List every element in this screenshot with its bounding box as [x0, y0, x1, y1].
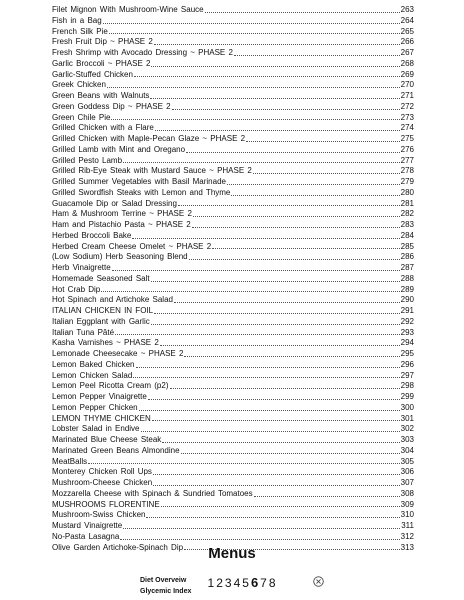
dot-leader — [154, 313, 400, 314]
index-entry[interactable] — [52, 16, 414, 27]
entry-page-number[interactable]: 285 — [400, 241, 414, 251]
index-entry[interactable] — [52, 123, 414, 134]
entry-title[interactable]: Fish in a Bag — [52, 15, 102, 25]
entry-title[interactable]: Grilled Pesto Lamb — [52, 155, 123, 165]
dot-leader — [112, 270, 400, 271]
entry-title[interactable]: Fresh Fruit Dip ~ PHASE 2 — [52, 37, 153, 47]
entry-page-number[interactable]: 303 — [400, 435, 414, 444]
dot-leader — [107, 87, 400, 88]
entry-page-number[interactable]: 294 — [400, 338, 414, 348]
dot-leader — [227, 184, 400, 185]
index-entry[interactable] — [52, 70, 414, 81]
entry-title[interactable]: Ham & Mushroom Terrine ~ PHASE 2 — [52, 209, 192, 219]
index-entry[interactable] — [52, 102, 414, 113]
glycemic-index-link[interactable]: Glycemic Index — [140, 588, 192, 595]
index-entry[interactable] — [52, 532, 414, 543]
entry-page-number[interactable]: 290 — [400, 295, 414, 305]
entry-title[interactable]: Lemon Pepper Chicken — [52, 402, 138, 412]
index-entry[interactable] — [52, 134, 414, 145]
entry-title[interactable]: Lemon Peel Ricotta Cream (p2) — [52, 381, 169, 391]
entry-title[interactable]: Hot Spinach and Artichoke Salad — [52, 295, 173, 305]
entry-page-number[interactable]: 276 — [400, 144, 414, 154]
entry-title[interactable]: Grilled Summer Vegetables with Basil Marinade — [52, 177, 226, 186]
entry-page-number[interactable]: 287 — [400, 263, 414, 272]
dot-leader — [115, 334, 400, 335]
entry-title[interactable]: Garlic Broccoli ~ PHASE 2 — [52, 58, 151, 68]
dot-leader — [151, 281, 400, 282]
entry-page-number[interactable]: 274 — [400, 123, 414, 133]
dot-leader — [184, 356, 399, 357]
entry-title[interactable]: (Low Sodium) Herb Seasoning Blend — [52, 252, 188, 262]
index-entry[interactable] — [52, 5, 414, 16]
entry-page-number[interactable]: 302 — [400, 424, 414, 434]
dot-leader — [111, 119, 399, 120]
page-link-7[interactable]: 7 — [260, 576, 268, 590]
entry-page-number[interactable]: 284 — [400, 230, 414, 240]
entry-page-number[interactable]: 308 — [400, 488, 414, 498]
entry-title[interactable]: Green Chile Pie — [52, 112, 111, 122]
dot-leader — [139, 410, 400, 411]
entry-title[interactable]: Lemonade Cheesecake ~ PHASE 2 — [52, 349, 184, 358]
entry-page-number[interactable]: 298 — [400, 381, 414, 391]
entry-page-number[interactable]: 282 — [400, 209, 414, 219]
entry-page-number[interactable]: 268 — [400, 58, 414, 68]
nav-links — [140, 575, 191, 597]
entry-page-number[interactable]: 296 — [400, 359, 414, 369]
index-entry[interactable] — [52, 156, 414, 167]
entry-title[interactable]: Grilled Chicken with a Flare — [52, 123, 154, 133]
entry-page-number[interactable]: 278 — [400, 166, 414, 176]
dot-leader — [136, 367, 400, 368]
dot-leader — [134, 76, 400, 77]
index-entry[interactable] — [52, 521, 414, 532]
entry-title[interactable]: Grilled Rib-Eye Steak with Mustard Sauce ~ PHASE 2 — [52, 166, 252, 176]
index-entry[interactable] — [52, 403, 414, 414]
dot-leader — [246, 141, 400, 142]
index-entry[interactable] — [52, 349, 414, 360]
entry-page-number[interactable]: 300 — [400, 402, 414, 412]
index-entry[interactable] — [52, 510, 414, 521]
dot-leader — [132, 238, 399, 239]
page-link-6[interactable]: 6 — [250, 575, 260, 590]
entry-page-number[interactable]: 301 — [400, 413, 414, 423]
index-entry[interactable] — [52, 392, 414, 403]
index-entry[interactable] — [52, 91, 414, 102]
dot-leader — [162, 442, 399, 443]
index-entry[interactable] — [52, 478, 414, 489]
entry-title[interactable]: Green Beans with Walnuts — [52, 91, 150, 100]
dot-leader — [193, 216, 400, 217]
index-entry[interactable] — [52, 435, 414, 446]
entry-page-number[interactable]: 283 — [400, 220, 414, 229]
entry-title[interactable]: Mozzarella Cheese with Spinach & Sundried Tomatoes — [52, 488, 253, 498]
dot-leader — [148, 399, 400, 400]
entry-page-number[interactable]: 306 — [400, 467, 414, 477]
entry-title[interactable]: No-Pasta Lasagna — [52, 531, 120, 541]
index-entry[interactable] — [52, 199, 414, 210]
entry-page-number[interactable]: 291 — [400, 306, 414, 315]
entry-title[interactable]: Lemon Chicken Salad — [52, 370, 133, 380]
entry-title[interactable]: Kasha Varnishes ~ PHASE 2 — [52, 338, 159, 348]
page-link-2[interactable]: 2 — [216, 576, 224, 590]
page-link-8[interactable]: 8 — [268, 576, 277, 590]
index-entry[interactable] — [52, 252, 414, 263]
entry-title[interactable]: Marinated Blue Cheese Steak — [52, 435, 162, 444]
entry-page-number[interactable]: 281 — [400, 198, 414, 208]
index-entry[interactable] — [52, 145, 414, 156]
entry-page-number[interactable]: 269 — [400, 69, 414, 79]
index-entry[interactable] — [52, 306, 414, 317]
dot-leader — [186, 152, 400, 153]
entry-title[interactable]: Ham and Pistachio Pasta ~ PHASE 2 — [52, 220, 191, 229]
dot-leader — [174, 302, 400, 303]
index-entry[interactable] — [52, 209, 414, 220]
entry-title[interactable]: Herbed Cream Cheese Omelet ~ PHASE 2 — [52, 241, 212, 251]
entry-title[interactable]: Grilled Lamb with Mint and Oregano — [52, 144, 186, 154]
entry-title[interactable]: Green Goddess Dip ~ PHASE 2 — [52, 101, 171, 111]
index-entry[interactable] — [52, 48, 414, 59]
entry-title[interactable]: Olive Garden Artichoke-Spinach Dip — [52, 542, 184, 552]
entry-title[interactable]: Grilled Swordfish Steaks with Lemon and Thyme — [52, 187, 231, 197]
entry-title[interactable]: Herb Vinaigrette — [52, 263, 111, 272]
entry-page-number[interactable]: 265 — [400, 26, 414, 36]
entry-page-number[interactable]: 279 — [400, 177, 414, 186]
index-entry[interactable] — [52, 381, 414, 392]
entry-page-number[interactable]: 307 — [400, 478, 414, 487]
entry-title[interactable]: French Silk Pie — [52, 26, 108, 36]
entry-title[interactable]: Homemade Seasoned Salt — [52, 273, 150, 283]
entry-page-number[interactable]: 266 — [400, 37, 414, 47]
index-entry[interactable] — [52, 295, 414, 306]
dot-leader — [133, 377, 399, 378]
entry-page-number[interactable]: 288 — [400, 273, 414, 283]
dot-leader — [172, 109, 400, 110]
index-entry[interactable] — [52, 231, 414, 242]
entry-page-number[interactable]: 293 — [400, 327, 414, 337]
entry-page-number[interactable]: 305 — [400, 456, 414, 466]
dot-leader — [161, 506, 400, 507]
entry-page-number[interactable]: 270 — [400, 80, 414, 90]
entry-page-number[interactable]: 275 — [400, 134, 414, 143]
index-entry[interactable] — [52, 360, 414, 371]
index-entry[interactable] — [52, 177, 414, 188]
dot-leader — [88, 463, 400, 464]
diet-overview-link[interactable]: Diet Overveiw — [140, 577, 187, 584]
dot-leader — [254, 496, 400, 497]
entry-title[interactable]: Mustard Vinaigrette — [52, 521, 123, 530]
entry-title[interactable]: Filet Mignon With Mushroom-Wine Sauce — [52, 5, 204, 14]
entry-page-number[interactable]: 263 — [400, 5, 414, 14]
index-entry[interactable] — [52, 242, 414, 253]
entry-title[interactable]: Hot Crab Dip — [52, 284, 101, 294]
index-entry[interactable] — [52, 457, 414, 468]
dot-leader — [178, 205, 400, 206]
dot-leader — [120, 539, 399, 540]
dot-leader — [109, 33, 400, 34]
dot-leader — [151, 66, 399, 67]
page-link-4[interactable]: 4 — [233, 576, 242, 590]
dot-leader — [152, 420, 400, 421]
index-entry[interactable] — [52, 220, 414, 231]
entry-page-number[interactable]: 304 — [400, 445, 414, 455]
entry-page-number[interactable]: 292 — [400, 316, 414, 326]
entry-page-number[interactable]: 311 — [401, 521, 414, 530]
dot-leader — [170, 388, 400, 389]
index-entry[interactable] — [52, 338, 414, 349]
index-entry[interactable] — [52, 285, 414, 296]
index-entry[interactable] — [52, 274, 414, 285]
entry-title[interactable]: LEMON THYME CHICKEN — [52, 413, 151, 423]
entry-title[interactable]: Lobster Salad in Endive — [52, 424, 140, 434]
dot-leader — [103, 23, 400, 24]
dot-leader — [192, 227, 400, 228]
index-entry[interactable] — [52, 113, 414, 124]
dot-leader — [234, 55, 400, 56]
entry-title[interactable]: Mushroom-Cheese Chicken — [52, 478, 153, 487]
index-entry[interactable] — [52, 328, 414, 339]
dot-leader — [123, 528, 400, 529]
dot-leader — [153, 485, 399, 486]
dot-leader — [123, 162, 400, 163]
entry-title[interactable]: Lemon Baked Chicken — [52, 359, 135, 369]
index-entry[interactable] — [52, 500, 414, 511]
entry-page-number[interactable]: 310 — [400, 510, 414, 520]
entry-page-number[interactable]: 267 — [400, 48, 414, 57]
index-entry[interactable] — [52, 188, 414, 199]
entry-page-number[interactable]: 295 — [400, 349, 414, 358]
entry-title[interactable]: Herbed Broccoli Bake — [52, 230, 132, 240]
entry-title[interactable]: Italian Eggplant with Garlic — [52, 316, 150, 326]
entry-page-number[interactable]: 312 — [400, 531, 414, 541]
dot-leader — [181, 453, 400, 454]
entry-page-number[interactable]: 264 — [400, 15, 414, 25]
menus-title: Menus — [208, 545, 256, 562]
index-entry[interactable] — [52, 414, 414, 425]
entry-page-number[interactable]: 309 — [400, 499, 414, 509]
dot-leader — [101, 291, 399, 292]
index-entry[interactable] — [52, 424, 414, 435]
index-entry[interactable] — [52, 371, 414, 382]
entry-page-number[interactable]: 313 — [400, 542, 414, 552]
entry-page-number[interactable]: 277 — [400, 155, 414, 165]
dot-leader — [150, 98, 399, 99]
index-entry[interactable] — [52, 80, 414, 91]
entry-page-number[interactable]: 272 — [400, 101, 414, 111]
dot-leader — [154, 44, 400, 45]
dot-leader — [160, 345, 400, 346]
index-entry[interactable] — [52, 263, 414, 274]
entry-title[interactable]: Marinated Green Beans Almondine — [52, 445, 180, 455]
entry-page-number[interactable]: 297 — [400, 370, 414, 380]
index-entry[interactable] — [52, 37, 414, 48]
entry-title[interactable]: Italian Tuna Pâté — [52, 327, 115, 337]
dot-leader — [153, 474, 400, 475]
entry-title[interactable]: Greek Chicken — [52, 80, 106, 90]
dot-leader — [155, 130, 400, 131]
entry-title[interactable]: MUSHROOMS FLORENTINE — [52, 499, 160, 509]
dot-leader — [212, 248, 399, 249]
entry-page-number[interactable]: 289 — [400, 284, 414, 294]
dot-leader — [189, 259, 400, 260]
dot-leader — [231, 195, 399, 196]
dot-leader — [146, 517, 399, 518]
index-entry[interactable] — [52, 317, 414, 328]
page-link-3[interactable]: 3 — [224, 576, 233, 590]
entry-title[interactable]: Grilled Chicken with Maple-Pecan Glaze ~ PHASE 2 — [52, 134, 246, 143]
index-entry[interactable] — [52, 59, 414, 70]
entry-page-number[interactable]: 273 — [400, 112, 414, 122]
entry-page-number[interactable]: 299 — [400, 392, 414, 401]
index-entry[interactable] — [52, 166, 414, 177]
dot-leader — [141, 431, 400, 432]
dot-leader — [205, 12, 400, 13]
entry-page-number[interactable]: 280 — [400, 187, 414, 197]
entry-title[interactable]: Lemon Pepper Vinaigrette — [52, 392, 147, 401]
index-entry[interactable] — [52, 446, 414, 457]
dot-leader — [253, 173, 400, 174]
entry-title[interactable]: Fresh Shrimp with Avocado Dressing ~ PHASE 2 — [52, 48, 233, 57]
recipe-index — [52, 5, 414, 553]
entry-title[interactable]: Guacamole Dip or Salad Dressing — [52, 198, 177, 208]
pagination — [207, 575, 277, 590]
page-link-5[interactable]: 5 — [242, 576, 250, 590]
entry-title[interactable]: Mushroom-Swiss Chicken — [52, 510, 146, 520]
entry-page-number[interactable]: 286 — [400, 252, 414, 262]
entry-title[interactable]: MeatBalls — [52, 456, 88, 466]
entry-title[interactable]: ITALIAN CHICKEN IN FOIL — [52, 306, 154, 315]
index-entry[interactable] — [52, 467, 414, 478]
index-entry[interactable] — [52, 489, 414, 500]
entry-page-number[interactable]: 271 — [400, 91, 414, 100]
index-entry[interactable] — [52, 27, 414, 38]
entry-title[interactable]: Garlic-Stuffed Chicken — [52, 69, 133, 79]
page-link-1[interactable]: 1 — [207, 576, 216, 590]
entry-title[interactable]: Monterey Chicken Roll Ups — [52, 467, 152, 477]
dot-leader — [151, 324, 400, 325]
close-circle-icon[interactable] — [313, 576, 324, 587]
